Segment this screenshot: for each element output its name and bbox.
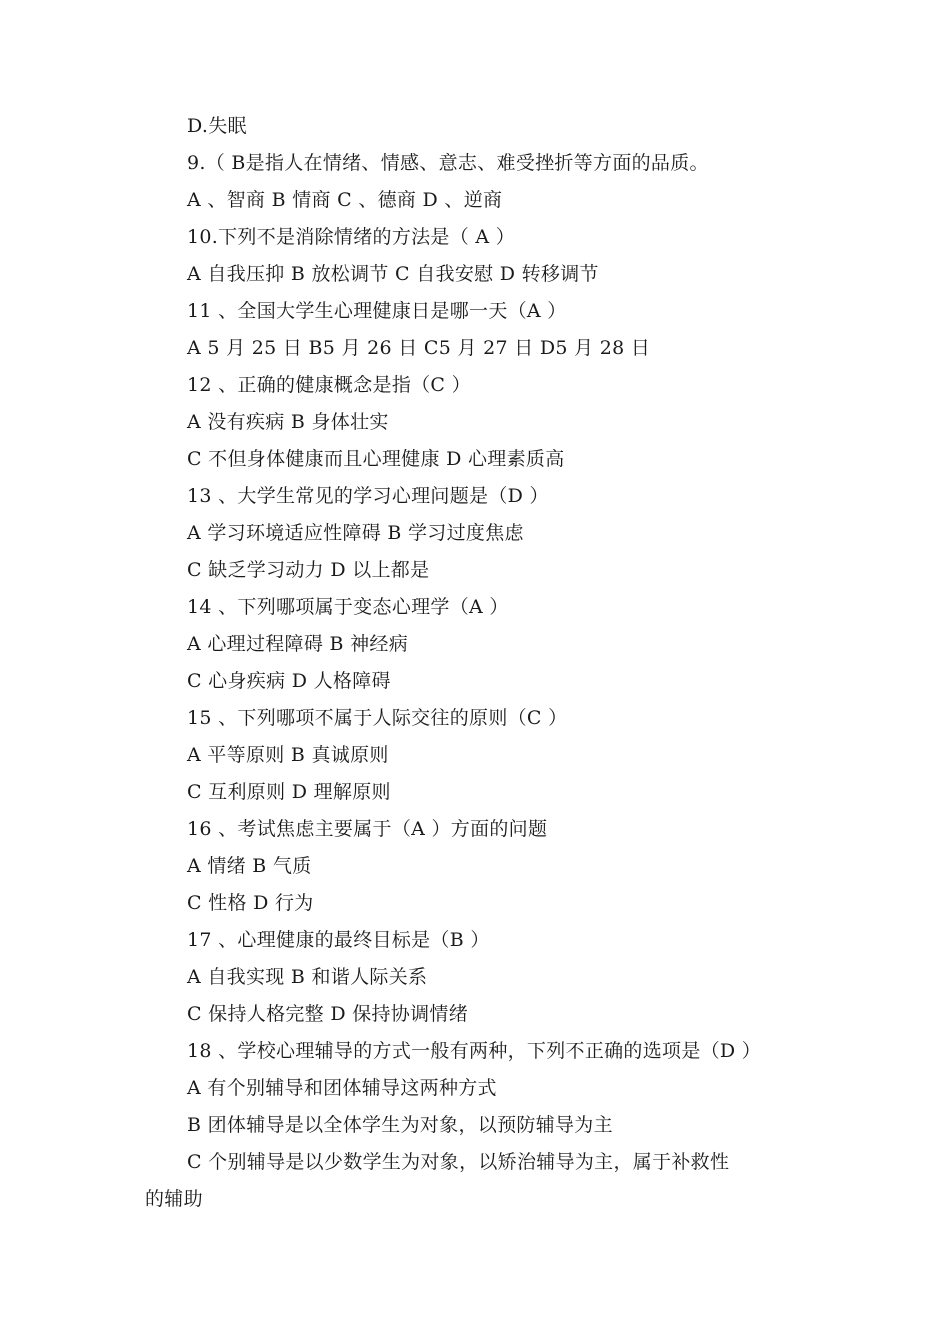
question-12-options-cd: C 不但身体健康而且心理健康 D 心理素质高 — [187, 448, 565, 470]
question-18-option-c: C 个别辅导是以少数学生为对象，以矫治辅导为主，属于补救性 — [187, 1151, 730, 1173]
question-16: 16 、考试焦虑主要属于（A ）方面的问题 — [187, 818, 548, 840]
question-16-options-cd: C 性格 D 行为 — [187, 892, 314, 914]
question-14-options-cd: C 心身疾病 D 人格障碍 — [187, 670, 391, 692]
question-15: 15 、下列哪项不属于人际交往的原则（C ） — [187, 707, 568, 729]
question-14: 14 、下列哪项属于变态心理学（A ） — [187, 596, 509, 618]
question-18-option-a: A 有个别辅导和团体辅导这两种方式 — [187, 1077, 497, 1099]
question-18-option-b: B 团体辅导是以全体学生为对象，以预防辅导为主 — [187, 1114, 613, 1136]
question-17: 17 、心理健康的最终目标是（B ） — [187, 929, 490, 951]
question-9: 9.（ B是指人在情绪、情感、意志、难受挫折等方面的品质。 — [187, 152, 709, 174]
question-12-options-ab: A 没有疾病 B 身体壮实 — [187, 411, 389, 433]
question-9-options: A 、智商 B 情商 C 、德商 D 、逆商 — [187, 189, 503, 211]
question-13-options-cd: C 缺乏学习动力 D 以上都是 — [187, 559, 430, 581]
question-13-options-ab: A 学习环境适应性障碍 B 学习过度焦虑 — [187, 522, 524, 544]
question-16-options-ab: A 情绪 B 气质 — [187, 855, 312, 877]
question-15-options-ab: A 平等原则 B 真诚原则 — [187, 744, 389, 766]
question-14-options-ab: A 心理过程障碍 B 神经病 — [187, 633, 409, 655]
question-18-option-c-continued: 的辅助 — [145, 1188, 203, 1210]
question-10: 10.下列不是消除情绪的方法是（ A ） — [187, 226, 516, 248]
question-12: 12 、正确的健康概念是指（C ） — [187, 374, 471, 396]
question-18: 18 、学校心理辅导的方式一般有两种，下列不正确的选项是（D ） — [187, 1040, 762, 1062]
question-13: 13 、大学生常见的学习心理问题是（D ） — [187, 485, 549, 507]
question-11: 11 、全国大学生心理健康日是哪一天（A ） — [187, 300, 567, 322]
question-17-options-cd: C 保持人格完整 D 保持协调情绪 — [187, 1003, 468, 1025]
document-body — [0, 108, 950, 1218]
question-17-options-ab: A 自我实现 B 和谐人际关系 — [187, 966, 428, 988]
question-10-options: A 自我压抑 B 放松调节 C 自我安慰 D 转移调节 — [187, 263, 599, 285]
question-15-options-cd: C 互利原则 D 理解原则 — [187, 781, 391, 803]
question-11-options: A 5 月 25 日 B5 月 26 日 C5 月 27 日 D5 月 28 日 — [187, 337, 651, 359]
text-line: D.失眠 — [187, 115, 247, 137]
